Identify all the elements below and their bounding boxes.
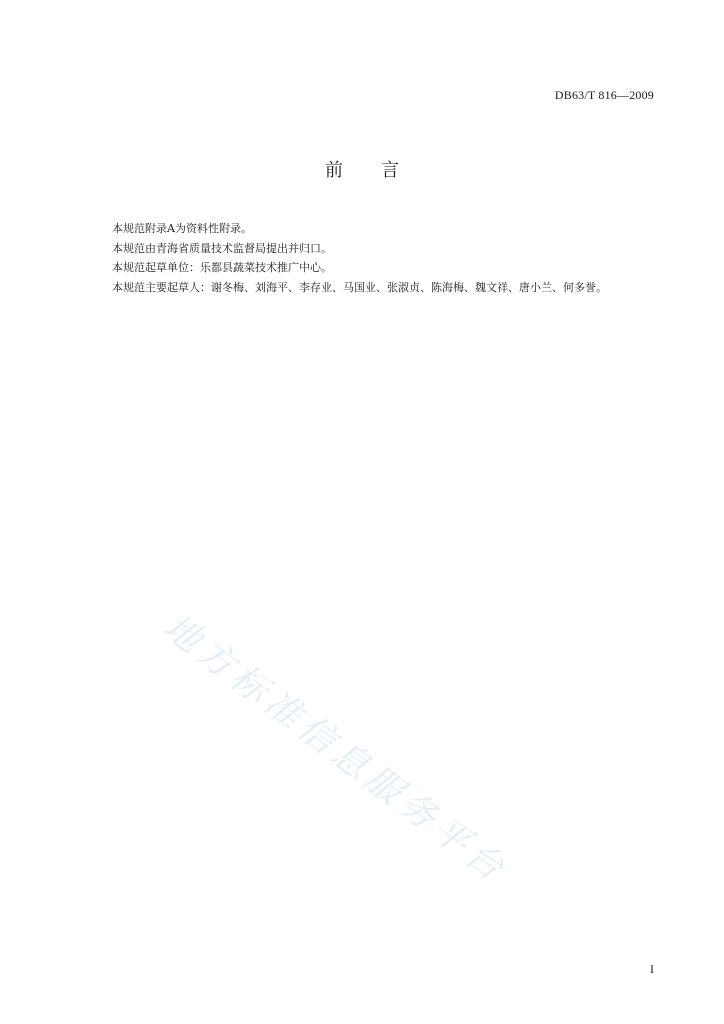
paragraph-drafting-unit: 本规范起草单位：乐都县蔬菜技术推广中心。 [112, 261, 332, 274]
watermark: 地方标准信息服务平台 [155, 606, 516, 892]
paragraph-drafters: 本规范主要起草人：谢冬梅、刘海平、李存业、马国业、张淑贞、陈海梅、魏文祥、唐小兰、何多誉。 [112, 280, 607, 294]
paragraph-appendix: 本规范附录A为资料性附录。 [112, 222, 252, 235]
paragraph-proposer: 本规范由青海省质量技术监督局提出并归口。 [112, 241, 332, 255]
title-char-1: 前 [325, 160, 343, 181]
page-title [0, 156, 724, 182]
page-number: I [650, 962, 654, 976]
document-code: DB63/T 816—2009 [554, 88, 654, 102]
title-char-2: 言 [381, 160, 399, 181]
foreword-body [88, 219, 656, 297]
